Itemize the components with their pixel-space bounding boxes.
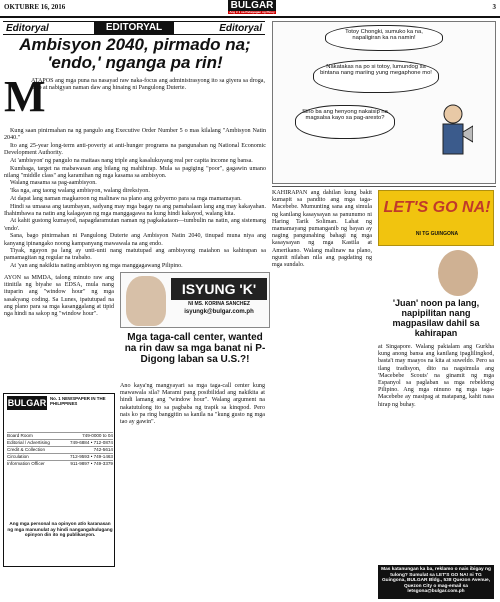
editorial-label-left: Editoryal (6, 23, 49, 34)
editorial-label-right: Editoryal (219, 23, 262, 34)
staff-logo: BULGAR (7, 398, 47, 408)
staff-row-value: 742-5614 (93, 447, 113, 452)
columnist-email: isyungk@bulgar.com.ph (184, 309, 254, 315)
staff-row (7, 453, 113, 460)
staff-row (7, 439, 113, 446)
column-d-headline: 'Juan' noon pa lang, napipilitan nang magpasilaw dahil sa kahirapan (392, 298, 480, 338)
speech-bubble-3: Sino ba ang henyong nakaisip na magsalsa kayo sa pag-aresto? (295, 105, 395, 139)
editorial-banner (3, 21, 265, 35)
masthead-logo (228, 0, 276, 14)
drop-cap: M (4, 72, 46, 121)
editorial-cartoon (272, 21, 496, 184)
staff-directory (7, 432, 113, 467)
contact-box: Mas katanungan ka ba, reklamo o nais ibigay ng tulong? Sumulat sa LET'S GO NA! ni TG Guingona, BULGAR Bldg., 538 Quezon Avenue, Quezon City o mag-email sa letsgona@bulgar.com.ph (378, 565, 494, 599)
speech-bubble-2: Nakatakas na po si totoy, lumundog sa bintana nang mariing yung megaphone mo! (313, 60, 439, 93)
editorial-paragraph: Walang masama sa pag-aambisyon. (10, 180, 97, 187)
editorial-paragraph: At 'yan ang nakikita nating ambisyon ng mga manggagawang Pilipino. (10, 263, 183, 270)
column-headline: Mga taga-call center, wanted na rin daw sa mga banat ni P-Digong laban sa U.S.?! (124, 332, 266, 365)
masthead-title: BULGAR (230, 0, 274, 11)
page-number: 3 (492, 3, 496, 11)
editorial-paragraph: At kahit gustong kumayod, napagdaramutan naman ng pagkakataon—tumbulin na natin, ang sistemang 'endo'. (4, 218, 266, 232)
staff-row-value: 749-6884 • 712-0874 (70, 440, 113, 445)
editorial-paragraph: Kung saan pinirmahan na ng pangulo ang Executive Order Number 5 o mas kilalang "Ambisyon Natin 2040." (4, 128, 266, 142)
staff-disclaimer: Ang mga personal na opinyon at/o karanasan ng mga manunulat ay hindi nangangahulugang opinyon din ito ng publikasyon. (7, 521, 113, 538)
staff-row-label: Credit & Collection (7, 447, 46, 452)
columnist-portrait (126, 276, 166, 326)
editorial-paragraph: Sana, bago pinirmahan ni Pangulong Duterte ang Ambisyon Natin 2040, tinupad muna niya ang kanyang ipinangako noong kampanyang mawawala na ang endo. (4, 233, 266, 247)
editorial-paragraph: 'Ika nga, ang taong walang ambisyon, walang direksiyon. (10, 188, 150, 195)
editorial-label-center: EDITORYAL (94, 22, 174, 34)
lead-paragraph: ATAPOS ang mga puna na nasayad raw naka-focus ang administrasyong ito sa giyera sa droga, heto at nabigyan naman daw ang hinaing ni Pangulong Duterte. (31, 78, 265, 92)
staff-row (7, 460, 113, 467)
editorial-paragraph: At dapat lang naman magkaroon ng malinaw na plano ang gobyerno para sa mga mamamayan. (10, 195, 242, 202)
column-logo: ISYUNG 'K' (171, 278, 267, 300)
staff-row-label: Board Room (7, 433, 33, 438)
staff-row-value: 712-9593 • 749-1463 (70, 454, 113, 459)
editorial-paragraph: Kumbaga, target na mabawasan ang bilang ng mahihirap. Mula sa pagiging "poor", gagawin umano nilang "middle class" ang karamihan ng mga kasama sa ambisyon. (4, 165, 266, 179)
column-d-text: at Singapore. Walang pakialam ang Gurkha kung anong bansa ang kanilang ipaglilingkod, basta't may maayos na kita at suweldo. Pero sa ilang tradisyon, dito na nagsimula ang 'Macebebe Scouts' na ginamit ng mga Espanyol sa paglaban sa mga rebeldeng Pilipino. Ang mga ninuno ng mga taga-Macebebe ay masipag at matapang, kahit nasa hirap ng buhay. (378, 344, 494, 408)
staff-row-label: Information Officer (7, 461, 45, 466)
police-figure-icon (433, 102, 473, 162)
staff-row (7, 432, 113, 439)
editorial-body (4, 128, 266, 271)
staff-row-value: 749-0000 to 04 (82, 433, 113, 438)
staff-box (3, 393, 115, 567)
editorial-paragraph: Hindi sa umaasa ang taumbayan, sadyang may mga bagay na ang pamahalaan lang ang may kakayahan. Ihahimbawa na natin ang kalagayan ng mga manggagawa na kung hindi kakayod, walang kita. (4, 203, 266, 217)
staff-row-value: 911-9897 • 749-3379 (70, 461, 113, 466)
speech-bubble-1: Totoy Chongki, sumuko ka na, napaligiran ka na namin! (325, 25, 443, 51)
masthead-tagline: Ang # 1 na Pahayagan ng Pinoy (229, 10, 275, 14)
editorial-paragraph: Ito ang 25-year long-term anti-poverty at anti-hunger programs na pangunahan ng National Economic Development Authority. (4, 142, 266, 157)
editorial-paragraph: At 'ambisyon' ng pangulo na maitaas nang triple ang kasalukuyang real per capita income ng bansa. (10, 157, 253, 164)
staff-row (7, 446, 113, 453)
column-b-text: Ano kaya'ng mangyayari sa mga taga-call center kung mawawala sila? Marami pang posibilidad ang nakikita at hindi lamang ang "window hour". Walang argument na nakatutulong ito sa pagbaba ng trapik sa kinqpod. Pero nais ko pa ring banggitin sa kanila na "kung gusto ng mga tao ay gawin". (120, 383, 265, 426)
staff-tagline: No. 1 NEWSPAPER IN THE PHILIPPINES (50, 396, 106, 406)
logo-byline: NI TG GUINGONA (415, 231, 459, 237)
editorial-headline: Ambisyon 2040, pirmado na; 'endo,' nganga pa rin! (19, 35, 251, 72)
cartoon-rule (272, 186, 496, 187)
issue-date: OKTUBRE 16, 2016 (4, 3, 66, 11)
header-rule (0, 16, 500, 18)
editorial-paragraph: Tiyak, ngayon pa lang ay unti-unti nang matutupad ang ambisyong maiahon sa kahirapan sa pamamagitan ng regular na trabaho. (4, 248, 266, 262)
columnist-avatar (438, 250, 478, 296)
columnist-byline (120, 272, 270, 328)
column-c-text: KAHIRAPAN ang dahilan kung bakit kumapit sa pandito ang mga taga-Macebebe. Mumunting sana ang simula ng kanilang kasaysayan sa panunumo ni Haring Tarik Soliman. Lahat ng mamamayang pumanganib ng bayan ay naging pangunahing bahagi ng mga kasaysayan ng mga Kastila at Amerikano. Walang malinaw na plano, ngunit nilaban nila ang pagdating ng mga sundalo. (272, 190, 372, 269)
staff-row-label: Circulation (7, 454, 29, 459)
columnist-name: NI MS. KORINA SANCHEZ (188, 301, 250, 307)
column-a-text: AYON sa MMDA, talong minuto raw ang itinitila ng biyahe sa EDSA, mula nang ituparin ang "window hour" ng mga sasakyang coding. Sa Lunes, ipatutupad na ang plano para sa mga kasanggalang at tipid nga hindi na sakop ng "window hour". (4, 275, 114, 318)
lets-go-na-logo (378, 190, 494, 246)
logo-title: LET'S GO NA! (383, 199, 491, 216)
staff-row-label: Editorial / Advertising (7, 440, 50, 445)
